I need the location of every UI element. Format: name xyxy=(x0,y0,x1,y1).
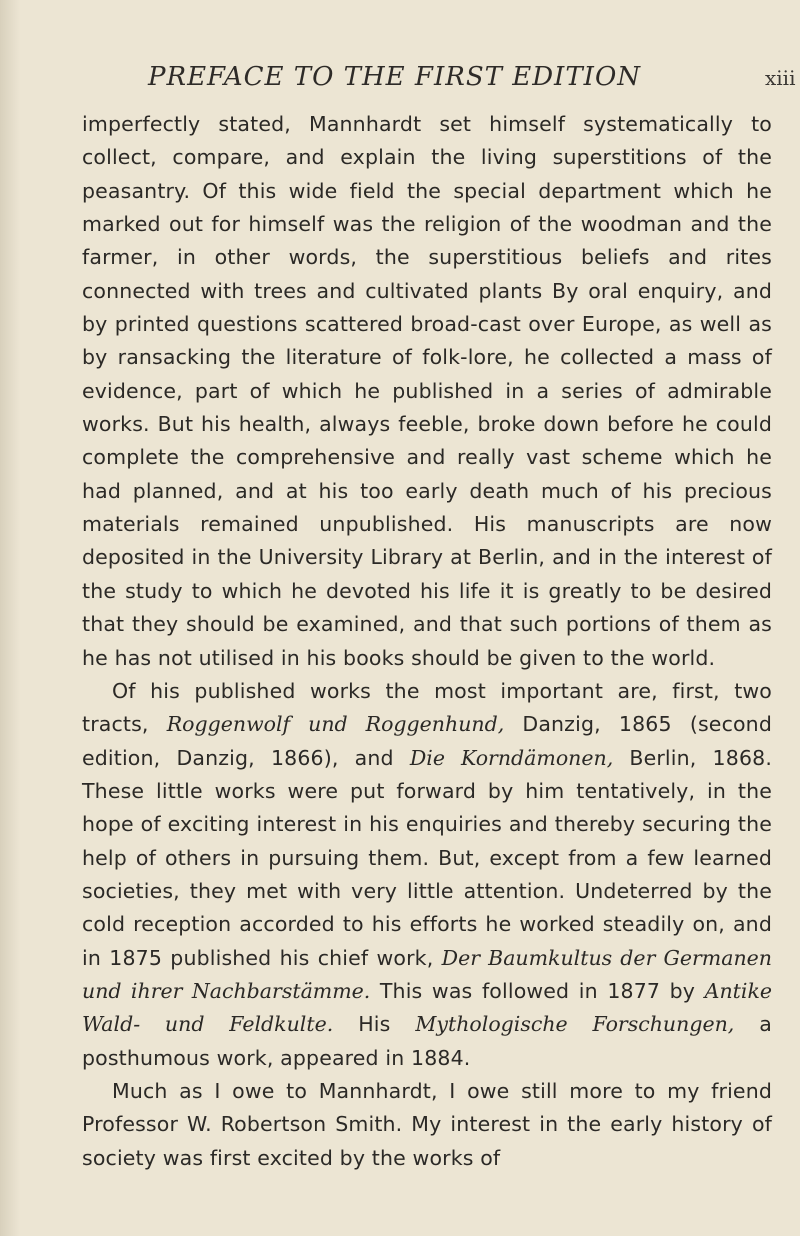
book-title-mythologische: Mythologische Forschungen, xyxy=(415,1012,735,1037)
page-header xyxy=(0,62,800,102)
book-title-antike-wald: Antike Wald- und Feldkulte. xyxy=(82,978,772,1037)
book-title-roggenwolf: Roggenwolf und Roggenhund, xyxy=(166,712,505,737)
running-head: PREFACE TO THE FIRST EDITION xyxy=(148,62,642,92)
text-segment: a posthumous work, appeared in 1884. xyxy=(82,1012,772,1070)
text-segment: Of his published works the most important are, first, two tracts, xyxy=(82,678,772,737)
body-text xyxy=(82,108,772,1175)
book-title-baumkultus: Der Baumkultus der Germanen und ihrer Nachbarstämme. xyxy=(82,945,772,1003)
text-segment: This was followed in 1877 by xyxy=(370,978,705,1003)
page-edge-shadow xyxy=(0,0,20,1236)
book-title-korndamonen: Die Korndämonen, xyxy=(409,745,614,770)
text-segment: His xyxy=(333,1012,416,1037)
paragraph-published-works xyxy=(82,675,772,1075)
page-number: xiii xyxy=(765,66,796,90)
text-segment: Danzig, 1865 (second edition, Danzig, 1866), and xyxy=(82,712,772,770)
text-segment: Berlin, 1868. These little works were put forward by him tentatively, in the hope of exciting interest in his enquiries and thereby securing the help of others in pursuing them. But, except from a few learned societies, they met with very little attention. Undeterred by the cold reception accorded to his efforts he worked steadily on, and in 1875 published his chief work, xyxy=(82,745,772,970)
paragraph-robertson-smith: Much as I owe to Mannhardt, I owe still more to my friend Professor W. Robertson Smith. My interest in the early history of society was first excited by the works of xyxy=(82,1078,772,1170)
paragraph-mannhardt-method: imperfectly stated, Mannhardt set himself systematically to collect, compare, and explain the living superstitions of the peasantry. Of this wide field the special department which he marked out for himself was the religion of the woodman and the farmer, in other words, the superstitious beliefs and rites connected with trees and cultivated plants By oral enquiry, and by printed questions scattered broad-cast over Europe, as well as by ransacking the literature of folk-lore, he collected a mass of evidence, part of which he published in a series of admirable works. But his health, always feeble, broke down before he could complete the comprehensive and really vast scheme which he had planned, and at his too early death much of his precious materials remained unpublished. His manuscripts are now deposited in the University Library at Berlin, and in the interest of the study to which he devoted his life it is greatly to be desired that they should be examined, and that such portions of them as he has not utilised in his books should be given to the world. xyxy=(82,112,772,670)
